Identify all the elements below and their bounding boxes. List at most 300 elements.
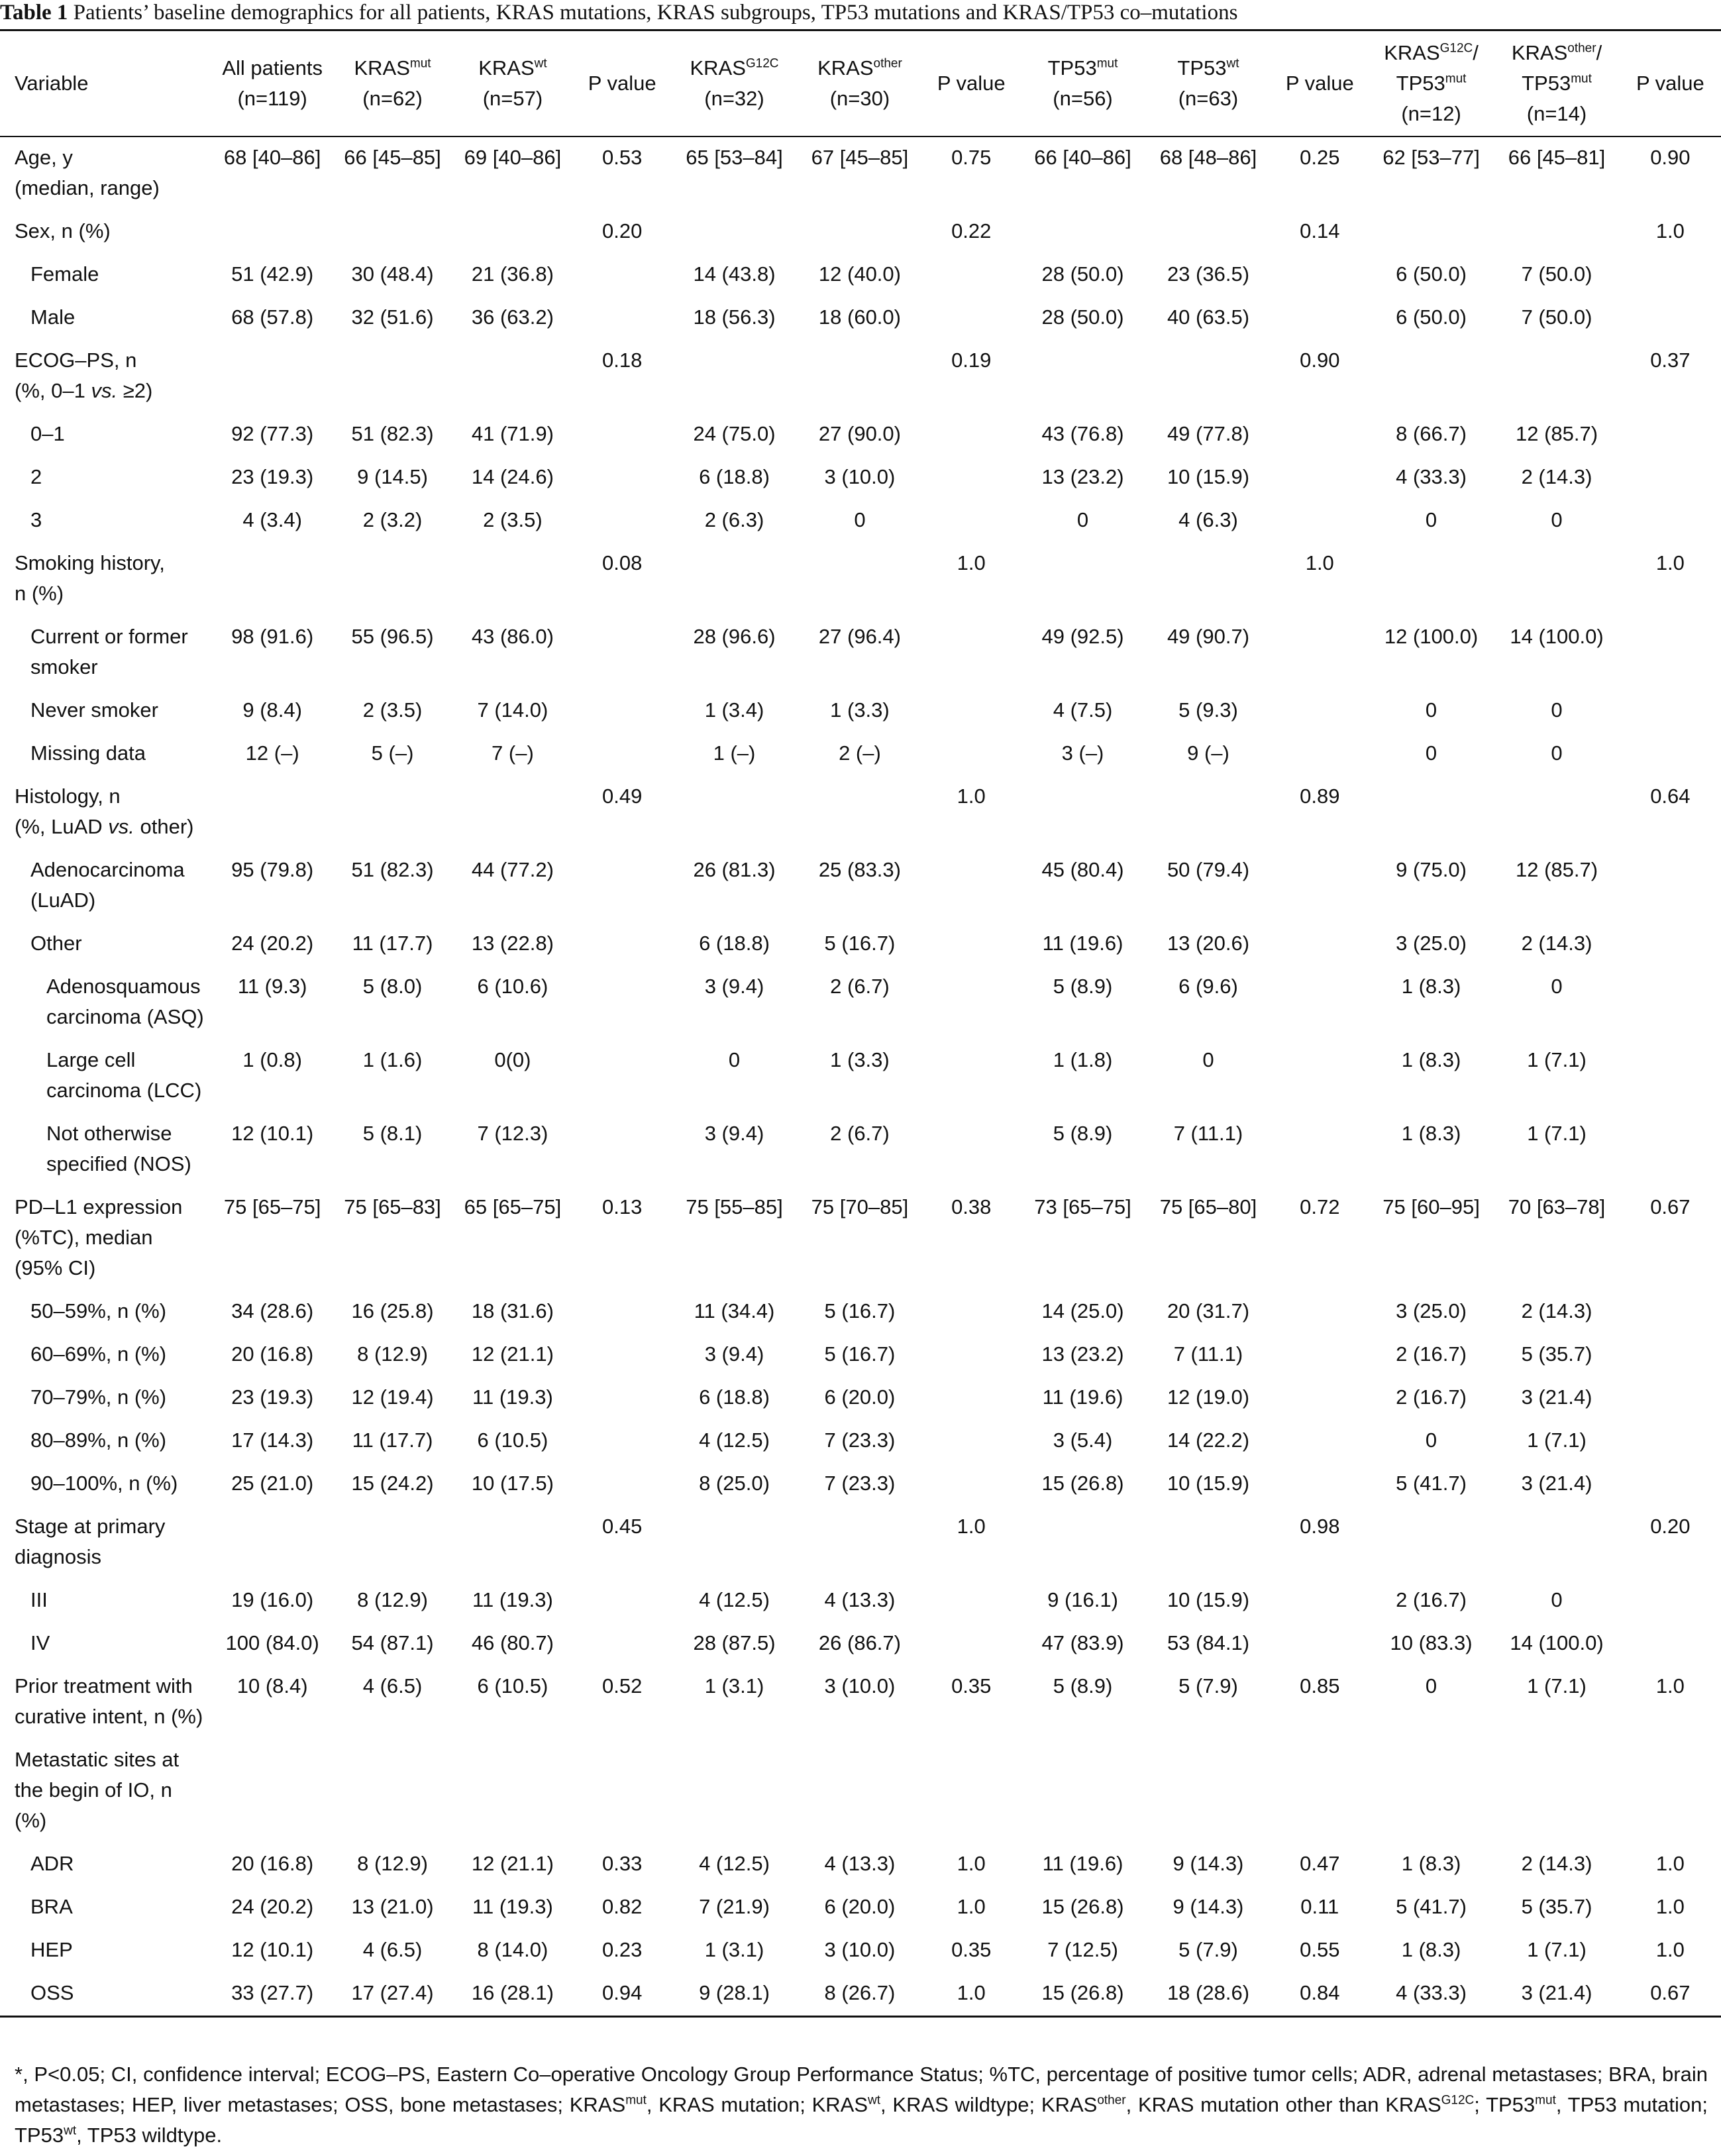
table-cell xyxy=(1271,616,1369,690)
table-cell: 1.0 xyxy=(957,1851,986,1875)
table-cell xyxy=(212,340,332,413)
table-row xyxy=(0,1334,1721,1377)
table-cell xyxy=(1620,1291,1721,1334)
table-cell xyxy=(1271,1334,1369,1377)
table-row xyxy=(0,500,1721,543)
table-row xyxy=(0,690,1721,733)
table-cell: 68 (57.8) xyxy=(231,305,314,329)
table-cell xyxy=(1620,923,1721,966)
table-cell xyxy=(1369,1506,1494,1580)
row-label: Smoking history, n (%) xyxy=(15,551,165,605)
table-cell: 0.33 xyxy=(602,1851,643,1875)
table-cell: 45 (80.4) xyxy=(1041,857,1124,881)
table-cell: 14 (24.6) xyxy=(471,464,554,488)
table-cell xyxy=(1494,211,1619,254)
table-cell: 92 (77.3) xyxy=(231,421,314,445)
table-cell xyxy=(1271,1040,1369,1113)
table-cell: 26 (86.7) xyxy=(818,1631,901,1654)
table-cell: 15 (26.8) xyxy=(1041,1894,1124,1918)
column-header: $TP53^{mut}$ (n=56) xyxy=(1020,30,1145,136)
table-cell: 3 (9.4) xyxy=(704,1121,764,1145)
table-cell: 24 (20.2) xyxy=(231,1894,314,1918)
table-cell: 1 (–) xyxy=(713,741,756,765)
table-cell xyxy=(212,211,332,254)
table-cell xyxy=(1271,1739,1369,1843)
table-cell: 19 (16.0) xyxy=(231,1588,314,1611)
table-cell xyxy=(923,1739,1020,1843)
table-cell xyxy=(797,1739,922,1843)
table-cell: 7 (23.3) xyxy=(824,1428,896,1452)
table-cell: 6 (9.6) xyxy=(1178,974,1238,998)
table-cell: 12 (19.0) xyxy=(1167,1385,1250,1409)
table-cell: 1 (8.3) xyxy=(1401,974,1461,998)
table-cell xyxy=(1271,1420,1369,1463)
table-cell: 5 (35.7) xyxy=(1521,1342,1592,1366)
table-cell: 55 (96.5) xyxy=(351,624,434,648)
table-cell: 32 (51.6) xyxy=(351,305,434,329)
table-cell: 70 [63–78] xyxy=(1508,1195,1606,1218)
table-cell: 65 [53–84] xyxy=(686,145,783,169)
table-cell: 7 (12.3) xyxy=(477,1121,548,1145)
table-cell: 6 (18.8) xyxy=(699,931,770,955)
table-cell: 8 (12.9) xyxy=(357,1588,428,1611)
row-label: ECOG–PS, n (%, 0–1 vs. ≥2) xyxy=(15,348,153,402)
table-cell: 1.0 xyxy=(923,1972,1020,2017)
table-cell: 4 (12.5) xyxy=(699,1588,770,1611)
table-cell: 13 (23.2) xyxy=(1041,464,1124,488)
table-cell: 11 (19.6) xyxy=(1042,1851,1123,1875)
table-cell: 11 (19.3) xyxy=(472,1894,553,1918)
table-cell xyxy=(1145,1506,1271,1580)
row-label: Male xyxy=(30,305,76,329)
table-caption-text: Patients’ baseline demographics for all patients, KRAS mutations, KRAS subgroups, TP53 mutations and KRAS/TP53 co–mutations xyxy=(73,1,1238,25)
table-row xyxy=(0,1929,1721,1972)
table-cell xyxy=(923,457,1020,500)
table-cell xyxy=(452,543,572,616)
table-cell xyxy=(333,1739,452,1843)
table-cell xyxy=(923,297,1020,340)
table-cell: 11 (19.3) xyxy=(472,1385,553,1409)
table-cell: 25 (21.0) xyxy=(231,1471,314,1495)
table-cell xyxy=(672,211,797,254)
table-cell: 4 (13.3) xyxy=(824,1851,896,1875)
table-cell xyxy=(1369,211,1494,254)
table-cell: 49 (90.7) xyxy=(1167,624,1250,648)
table-cell: 67 [45–85] xyxy=(811,145,909,169)
table-cell xyxy=(1620,1040,1721,1113)
table-cell: 0.75 xyxy=(951,145,992,169)
table-cell: 2 (14.3) xyxy=(1521,464,1592,488)
table-cell xyxy=(573,849,672,923)
table-cell: 0.55 xyxy=(1300,1937,1340,1961)
table-cell: 3 (25.0) xyxy=(1396,931,1467,955)
table-cell xyxy=(573,1463,672,1506)
table-row xyxy=(0,1040,1721,1113)
table-cell: 8 (66.7) xyxy=(1396,421,1467,445)
table-cell: 43 (86.0) xyxy=(471,624,554,648)
table-cell: 0 xyxy=(728,1048,741,1071)
row-label: Age, y (median, range) xyxy=(15,145,160,199)
table-cell: 0.22 xyxy=(951,219,992,243)
table-cell: 0.11 xyxy=(1300,1894,1339,1918)
table-cell xyxy=(672,776,797,849)
table-row xyxy=(0,457,1721,500)
table-cell: 66 [45–85] xyxy=(344,145,441,169)
table-cell: 9 (75.0) xyxy=(1396,857,1467,881)
table-cell: 12 (21.1) xyxy=(471,1342,554,1366)
table-cell: 11 (19.3) xyxy=(472,1588,553,1611)
table-row xyxy=(0,1843,1721,1886)
table-cell: 1 (3.3) xyxy=(830,698,890,722)
table-cell: 68 [48–86] xyxy=(1159,145,1257,169)
table-cell: 5 (7.9) xyxy=(1178,1674,1238,1698)
column-header: $KRAS^{other}$ (n=30) xyxy=(797,30,922,136)
table-cell: 9 (16.1) xyxy=(1047,1588,1118,1611)
table-cell: 1 (0.8) xyxy=(242,1048,302,1071)
table-cell xyxy=(1020,340,1145,413)
table-cell: 0.52 xyxy=(602,1674,643,1698)
table-cell xyxy=(1271,457,1369,500)
table-cell: 8 (25.0) xyxy=(699,1471,770,1495)
table-cell xyxy=(1620,1623,1721,1666)
column-header: $KRAS^{other}/$ $TP53^{mut}$ (n=14) xyxy=(1494,30,1619,136)
table-cell xyxy=(1620,457,1721,500)
table-cell: 3 (21.4) xyxy=(1521,1385,1592,1409)
table-cell: 0.90 xyxy=(1300,348,1340,372)
table-cell: 5 (41.7) xyxy=(1396,1894,1467,1918)
table-cell: 1.0 xyxy=(1655,1894,1685,1918)
table-cell: 41 (71.9) xyxy=(471,421,554,445)
table-cell: 0 xyxy=(1425,698,1437,722)
table-cell: 5 (8.0) xyxy=(362,974,423,998)
table-cell xyxy=(333,543,452,616)
table-cell: 10 (8.4) xyxy=(236,1674,308,1698)
table-cell xyxy=(797,776,922,849)
table-cell: 11 (19.6) xyxy=(1042,1385,1123,1409)
row-label: ADR xyxy=(30,1851,74,1875)
row-label: OSS xyxy=(0,1972,212,2017)
table-cell: 2 (16.7) xyxy=(1396,1342,1467,1366)
table-cell: 0.08 xyxy=(602,551,643,574)
row-label: 3 xyxy=(30,508,42,531)
table-cell xyxy=(1620,616,1721,690)
table-cell: 2 (6.7) xyxy=(830,1121,890,1145)
table-row xyxy=(0,1113,1721,1187)
table-cell xyxy=(573,1580,672,1623)
table-cell: 0 xyxy=(1551,1588,1563,1611)
table-row xyxy=(0,254,1721,297)
table-cell: 0.18 xyxy=(602,348,643,372)
table-cell: 0 xyxy=(1076,508,1089,531)
table-cell xyxy=(452,1506,572,1580)
table-cell: 0 xyxy=(1551,698,1563,722)
table-cell: 0 xyxy=(1202,1048,1214,1071)
table-cell xyxy=(923,1377,1020,1420)
table-cell: 0.47 xyxy=(1300,1851,1340,1875)
table-cell: 0.89 xyxy=(1300,784,1340,808)
table-cell xyxy=(923,500,1020,543)
table-cell: 18 (60.0) xyxy=(818,305,901,329)
table-cell: 0 xyxy=(1425,508,1437,531)
table-cell: 7 (50.0) xyxy=(1521,305,1592,329)
table-cell: 0.19 xyxy=(951,348,992,372)
table-cell: 5 (7.9) xyxy=(1178,1937,1238,1961)
table-cell: 69 [40–86] xyxy=(464,145,562,169)
row-label: 2 xyxy=(30,464,42,488)
table-cell: 1 (3.4) xyxy=(704,698,764,722)
table-cell xyxy=(1620,849,1721,923)
table-row xyxy=(0,616,1721,690)
table-cell xyxy=(672,1506,797,1580)
table-cell: 23 (19.3) xyxy=(231,464,314,488)
baseline-demographics-table xyxy=(0,29,1721,2018)
table-cell: 2 (6.7) xyxy=(830,974,890,998)
table-cell: 10 (15.9) xyxy=(1167,1471,1250,1495)
table-row xyxy=(0,136,1721,211)
table-cell: 13 (21.0) xyxy=(351,1894,434,1918)
table-cell xyxy=(1271,923,1369,966)
table-cell: 7 (12.5) xyxy=(1047,1937,1118,1961)
table-cell: 28 (50.0) xyxy=(1041,262,1124,286)
row-label: Other xyxy=(30,931,82,955)
table-cell: 3 (–) xyxy=(1061,741,1104,765)
table-cell xyxy=(573,297,672,340)
table-cell: 5 (9.3) xyxy=(1178,698,1238,722)
table-cell: 18 (56.3) xyxy=(693,305,776,329)
table-cell: 18 (31.6) xyxy=(471,1299,554,1322)
row-label: Current or former smoker xyxy=(30,624,188,678)
table-cell xyxy=(1620,254,1721,297)
table-cell: 23 (19.3) xyxy=(231,1385,314,1409)
table-cell xyxy=(212,1739,332,1843)
table-cell xyxy=(212,776,332,849)
table-cell xyxy=(1620,1113,1721,1187)
table-cell: 24 (20.2) xyxy=(231,931,314,955)
table-row xyxy=(0,733,1721,776)
table-cell: 5 (16.7) xyxy=(824,1342,896,1366)
table-cell xyxy=(797,211,922,254)
table-cell: 3 (9.4) xyxy=(704,974,764,998)
table-cell xyxy=(452,1739,572,1843)
row-label: Adenosquamous carcinoma (ASQ) xyxy=(46,974,204,1028)
table-cell: 11 (9.3) xyxy=(237,974,307,998)
table-cell: 65 [65–75] xyxy=(464,1195,562,1218)
row-label: 50–59%, n (%) xyxy=(30,1299,167,1322)
table-cell: 98 (91.6) xyxy=(231,624,314,648)
table-cell: 49 (77.8) xyxy=(1167,421,1250,445)
table-cell: 12 (100.0) xyxy=(1384,624,1479,648)
row-label: Metastatic sites at the begin of IO, n (%) xyxy=(15,1747,180,1832)
table-row xyxy=(0,966,1721,1040)
table-row xyxy=(0,1291,1721,1334)
column-header: P value xyxy=(923,30,1020,136)
table-cell: 20 (16.8) xyxy=(231,1342,314,1366)
table-cell: 5 (16.7) xyxy=(824,931,896,955)
table-cell: 1.0 xyxy=(1655,219,1685,243)
table-cell: 11 (17.7) xyxy=(352,1428,433,1452)
row-label: 0–1 xyxy=(30,421,65,445)
table-cell xyxy=(1271,849,1369,923)
table-cell: 8 (12.9) xyxy=(357,1342,428,1366)
table-row xyxy=(0,1580,1721,1623)
table-cell xyxy=(333,340,452,413)
row-label: 70–79%, n (%) xyxy=(30,1385,167,1409)
table-cell xyxy=(923,1420,1020,1463)
row-label: Large cell carcinoma (LCC) xyxy=(46,1048,202,1102)
table-cell: 66 [40–86] xyxy=(1034,145,1131,169)
table-cell: 2 (14.3) xyxy=(1521,1851,1592,1875)
table-cell: 4 (33.3) xyxy=(1369,1972,1494,2017)
table-cell xyxy=(1020,1739,1145,1843)
table-cell: 28 (50.0) xyxy=(1041,305,1124,329)
table-cell: 1 (7.1) xyxy=(1527,1674,1587,1698)
table-cell: 11 (34.4) xyxy=(694,1299,775,1322)
table-cell: 1 (7.1) xyxy=(1527,1428,1587,1452)
table-cell: 0 xyxy=(1425,1674,1437,1698)
table-cell: 9 (14.3) xyxy=(1173,1851,1244,1875)
table-cell: 0.14 xyxy=(1300,219,1340,243)
table-cell: 3 (5.4) xyxy=(1053,1428,1113,1452)
table-cell: 26 (81.3) xyxy=(693,857,776,881)
table-cell: 0.45 xyxy=(602,1514,643,1538)
table-cell: 5 (8.1) xyxy=(362,1121,423,1145)
table-cell xyxy=(1271,254,1369,297)
table-cell: 8 (26.7) xyxy=(797,1972,922,2017)
table-cell: 20 (31.7) xyxy=(1167,1299,1250,1322)
table-caption xyxy=(0,1,1721,28)
table-cell xyxy=(452,776,572,849)
row-label: Stage at primary diagnosis xyxy=(15,1514,166,1568)
table-cell: 4 (3.4) xyxy=(242,508,302,531)
table-cell: 4 (13.3) xyxy=(824,1588,896,1611)
table-cell xyxy=(573,733,672,776)
table-row xyxy=(0,211,1721,254)
table-cell: 9 (8.4) xyxy=(242,698,302,722)
column-header: $KRAS^{mut}$ (n=62) xyxy=(333,30,452,136)
table-cell: 7 (–) xyxy=(492,741,534,765)
table-row xyxy=(0,1377,1721,1420)
table-cell: 0.98 xyxy=(1300,1514,1340,1538)
table-cell xyxy=(1620,1334,1721,1377)
table-cell: 5 (35.7) xyxy=(1521,1894,1592,1918)
table-row xyxy=(0,776,1721,849)
table-cell: 14 (43.8) xyxy=(693,262,776,286)
table-cell: 6 (50.0) xyxy=(1396,305,1467,329)
table-body xyxy=(0,136,1721,2017)
table-cell: 3 (21.4) xyxy=(1521,1471,1592,1495)
table-cell: 15 (26.8) xyxy=(1041,1471,1124,1495)
table-cell: 0.90 xyxy=(1650,145,1691,169)
table-cell xyxy=(1020,211,1145,254)
table-cell: 16 (28.1) xyxy=(452,1972,572,2017)
table-cell xyxy=(1271,690,1369,733)
table-cell: 0.23 xyxy=(602,1937,643,1961)
table-cell: 4 (7.5) xyxy=(1053,698,1113,722)
table-cell: 0.49 xyxy=(602,784,643,808)
table-row xyxy=(0,1623,1721,1666)
table-cell xyxy=(1020,776,1145,849)
table-cell xyxy=(1494,1739,1619,1843)
table-cell: 27 (90.0) xyxy=(818,421,901,445)
table-cell: 3 (10.0) xyxy=(824,464,896,488)
column-header: $TP53^{wt}$ (n=63) xyxy=(1145,30,1271,136)
table-cell: 11 (17.7) xyxy=(352,931,433,955)
table-cell: 9 (14.3) xyxy=(1173,1894,1244,1918)
table-cell: 6 (50.0) xyxy=(1396,262,1467,286)
row-label: HEP xyxy=(30,1937,73,1961)
table-cell: 0.67 xyxy=(1650,1195,1691,1218)
table-cell xyxy=(923,1623,1020,1666)
table-cell: 0 xyxy=(1551,508,1563,531)
table-cell xyxy=(573,254,672,297)
column-header: $KRAS^{G12C}$ (n=32) xyxy=(672,30,797,136)
table-cell: 0 xyxy=(1425,741,1437,765)
table-row xyxy=(0,1886,1721,1929)
row-label: Prior treatment with curative intent, n (%) xyxy=(15,1674,203,1728)
table-cell: 0.85 xyxy=(1300,1674,1340,1698)
table-cell: 3 (21.4) xyxy=(1494,1972,1619,2017)
table-cell xyxy=(1620,966,1721,1040)
table-cell: 14 (22.2) xyxy=(1167,1428,1250,1452)
table-cell: 53 (84.1) xyxy=(1167,1631,1250,1654)
table-cell: 3 (9.4) xyxy=(704,1342,764,1366)
column-header: P value xyxy=(1271,30,1369,136)
table-cell xyxy=(573,500,672,543)
table-cell: 36 (63.2) xyxy=(471,305,554,329)
table-cell: 1.0 xyxy=(1655,1674,1685,1698)
table-cell xyxy=(573,690,672,733)
table-cell xyxy=(1145,211,1271,254)
table-cell: 43 (76.8) xyxy=(1041,421,1124,445)
table-cell xyxy=(1271,1580,1369,1623)
table-cell: 6 (18.8) xyxy=(699,1385,770,1409)
table-cell: 17 (14.3) xyxy=(231,1428,314,1452)
table-cell: 7 (21.9) xyxy=(699,1894,770,1918)
table-cell: 50 (79.4) xyxy=(1167,857,1250,881)
table-cell: 6 (20.0) xyxy=(824,1894,896,1918)
table-cell xyxy=(923,413,1020,457)
table-cell: 1 (3.1) xyxy=(704,1674,764,1698)
table-row xyxy=(0,413,1721,457)
table-cell: 1 (3.3) xyxy=(830,1048,890,1071)
table-cell: 6 (20.0) xyxy=(824,1385,896,1409)
table-row xyxy=(0,1187,1721,1291)
table-cell: 51 (42.9) xyxy=(231,262,314,286)
table-cell xyxy=(573,1623,672,1666)
column-header: P value xyxy=(1620,30,1721,136)
table-row xyxy=(0,1463,1721,1506)
table-cell: 12 (85.7) xyxy=(1515,857,1598,881)
table-cell: 2 (3.2) xyxy=(362,508,423,531)
table-cell: 0.35 xyxy=(951,1937,992,1961)
table-cell: 33 (27.7) xyxy=(212,1972,332,2017)
table-row xyxy=(0,849,1721,923)
table-cell: 2 (14.3) xyxy=(1521,931,1592,955)
row-label: 90–100%, n (%) xyxy=(30,1471,178,1495)
table-cell xyxy=(212,1506,332,1580)
row-label: III xyxy=(30,1588,48,1611)
table-cell: 8 (12.9) xyxy=(357,1851,428,1875)
table-cell xyxy=(1494,340,1619,413)
table-cell: 12 (10.1) xyxy=(231,1121,314,1145)
table-cell xyxy=(573,1334,672,1377)
table-cell: 14 (100.0) xyxy=(1510,624,1604,648)
table-cell: 9 (14.5) xyxy=(357,464,428,488)
table-caption-label: Table 1 xyxy=(0,1,68,25)
table-cell: 9 (–) xyxy=(1187,741,1229,765)
table-cell xyxy=(1620,1377,1721,1420)
table-row xyxy=(0,340,1721,413)
